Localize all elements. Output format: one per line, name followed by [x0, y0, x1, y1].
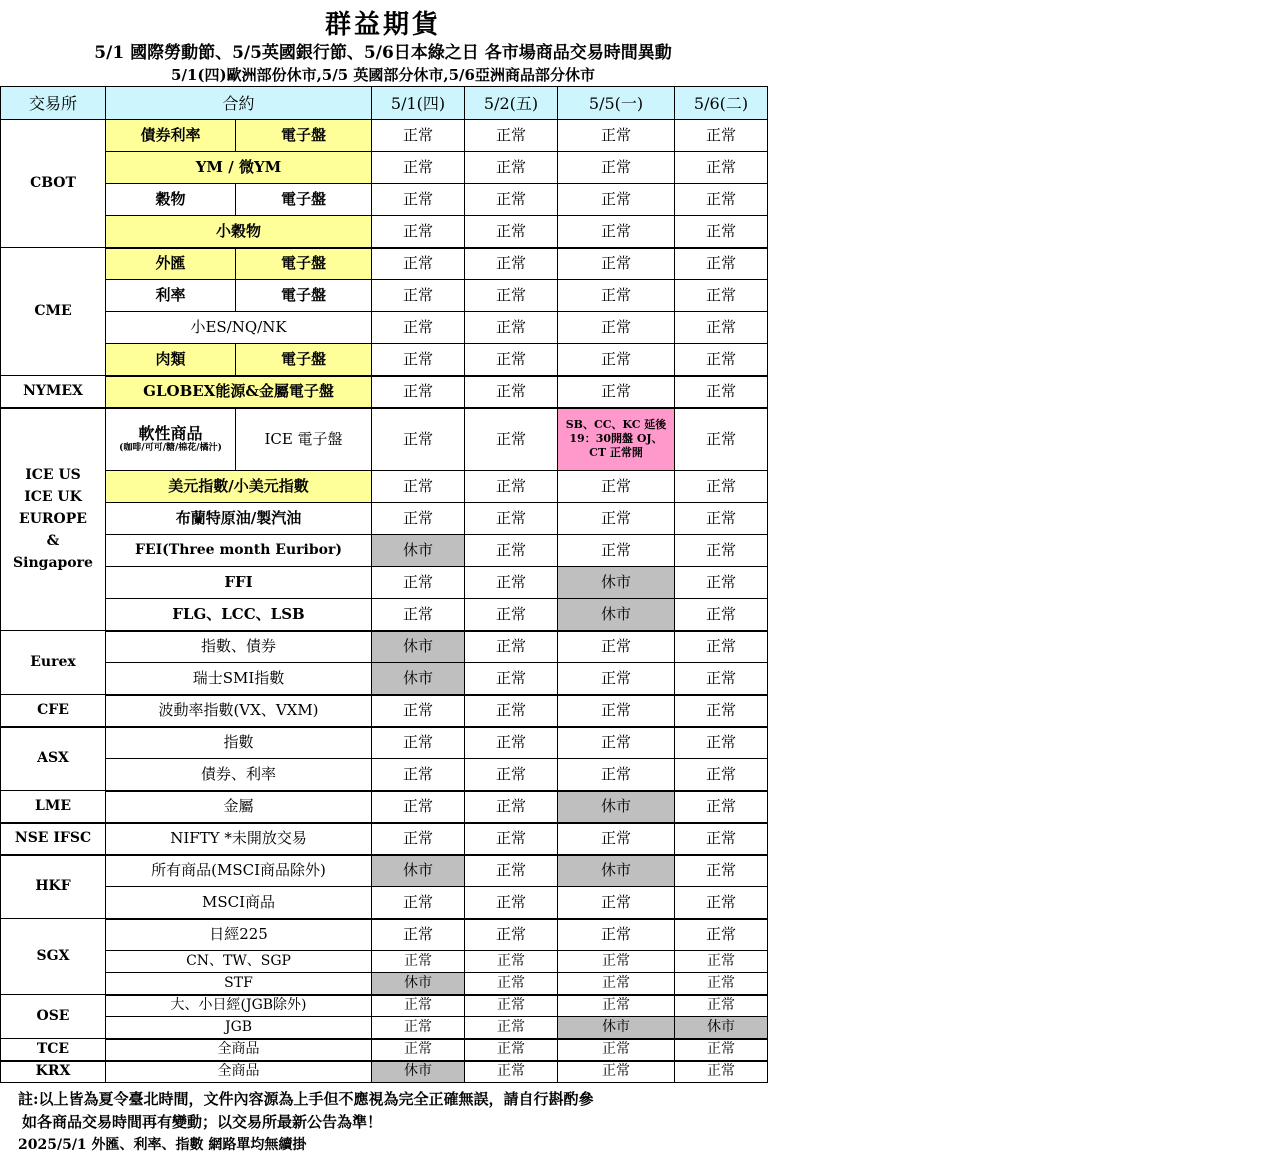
status-cell: 正常	[465, 695, 558, 727]
status-cell: 正常	[675, 376, 768, 408]
status-cell: 正常	[675, 951, 768, 973]
status-cell: 正常	[465, 567, 558, 599]
status-cell: 正常	[372, 951, 465, 973]
status-cell: 正常	[675, 312, 768, 344]
status-cell: 正常	[372, 567, 465, 599]
status-cell: 正常	[465, 663, 558, 695]
contract-name: YM / 微YM	[106, 152, 372, 184]
contract-name: MSCI商品	[106, 887, 372, 919]
status-cell: 正常	[372, 919, 465, 951]
status-cell-closed: 休市	[372, 535, 465, 567]
status-cell: 正常	[372, 312, 465, 344]
status-cell: 正常	[465, 973, 558, 995]
trading-schedule-table	[0, 86, 768, 1083]
status-cell: 正常	[558, 376, 675, 408]
status-cell: 正常	[372, 376, 465, 408]
exchange-krx: KRX	[1, 1061, 106, 1083]
contract-name: CN、TW、SGP	[106, 951, 372, 973]
contract-type: 電子盤	[236, 248, 372, 280]
footnote-line: 如各商品交易時間再有變動；以交易所最新公告為準！	[22, 1113, 383, 1131]
status-cell: 正常	[675, 919, 768, 951]
table-row	[1, 791, 768, 823]
status-cell: 正常	[558, 216, 675, 248]
status-cell: 正常	[558, 727, 675, 759]
contract-name: 布蘭特原油/製汽油	[106, 503, 372, 535]
status-cell-closed: 休市	[558, 1017, 675, 1039]
page-title: 群益期貨	[324, 10, 441, 40]
status-cell: 正常	[675, 408, 768, 471]
status-cell: 正常	[372, 791, 465, 823]
status-cell: 正常	[372, 995, 465, 1017]
status-cell: 正常	[675, 471, 768, 503]
header-exchange: 交易所	[1, 87, 106, 120]
status-cell: 正常	[465, 535, 558, 567]
contract-name: 波動率指數(VX、VXM)	[106, 695, 372, 727]
status-cell: 正常	[558, 887, 675, 919]
contract-name: 全商品	[106, 1039, 372, 1061]
exchange-cme: CME	[1, 248, 106, 376]
status-cell: 正常	[372, 887, 465, 919]
status-cell: 正常	[465, 248, 558, 280]
contract-name: FEI(Three month Euribor)	[106, 535, 372, 567]
status-cell: 正常	[675, 567, 768, 599]
table-row	[1, 216, 768, 248]
page-subtitle: 5/1 國際勞動節、5/5英國銀行節、5/6日本綠之日 各市場商品交易時間異動	[94, 43, 672, 63]
table-row	[1, 727, 768, 759]
status-cell: 正常	[558, 248, 675, 280]
status-cell: 正常	[465, 1061, 558, 1083]
status-cell-closed: 休市	[558, 855, 675, 887]
table-row	[1, 408, 768, 471]
status-cell: 正常	[372, 344, 465, 376]
exchange-ice-line: ICE UK	[24, 489, 82, 506]
exchange-ice	[1, 408, 106, 631]
contract-name: 日經225	[106, 919, 372, 951]
contract-name: 利率	[106, 280, 236, 312]
status-cell: 正常	[372, 727, 465, 759]
status-cell-closed: 休市	[372, 855, 465, 887]
status-cell: 正常	[675, 855, 768, 887]
status-cell: 正常	[372, 248, 465, 280]
status-cell: 正常	[465, 344, 558, 376]
status-cell: 正常	[465, 727, 558, 759]
status-cell-closed: 休市	[558, 791, 675, 823]
footnotes	[18, 1088, 594, 1157]
status-cell: 正常	[558, 919, 675, 951]
status-cell: 正常	[675, 152, 768, 184]
status-cell: 正常	[558, 152, 675, 184]
status-cell: 正常	[675, 120, 768, 152]
table-row	[1, 312, 768, 344]
contract-name: 金屬	[106, 791, 372, 823]
table-row	[1, 631, 768, 663]
status-cell: 正常	[675, 599, 768, 631]
status-cell: 正常	[558, 280, 675, 312]
contract-name: 大、小日經(JGB除外)	[106, 995, 372, 1017]
exchange-sgx: SGX	[1, 919, 106, 995]
status-cell: 正常	[465, 408, 558, 471]
contract-type: 電子盤	[236, 184, 372, 216]
contract-name: JGB	[106, 1017, 372, 1039]
status-cell: 正常	[372, 823, 465, 855]
status-cell: 正常	[558, 695, 675, 727]
status-cell: 正常	[372, 695, 465, 727]
status-cell: 正常	[675, 216, 768, 248]
status-cell: 正常	[558, 184, 675, 216]
table-row	[1, 663, 768, 695]
header-contract: 合約	[106, 87, 372, 120]
contract-name: 小ES/NQ/NK	[106, 312, 372, 344]
exchange-ice-line: EUROPE	[19, 511, 87, 528]
status-cell: 正常	[675, 973, 768, 995]
status-cell: 正常	[558, 823, 675, 855]
status-cell: 正常	[465, 1017, 558, 1039]
contract-name: 瑞士SMI指數	[106, 663, 372, 695]
status-cell: 正常	[465, 919, 558, 951]
table-row	[1, 567, 768, 599]
footnote-line: 註:以上皆為夏令臺北時間，文件內容源為上手但不應視為完全正確無誤，請自行斟酌參	[18, 1090, 594, 1108]
status-cell: 正常	[675, 823, 768, 855]
status-cell: 正常	[675, 759, 768, 791]
exchange-nymex: NYMEX	[1, 376, 106, 408]
status-cell: 正常	[465, 312, 558, 344]
status-cell: 正常	[558, 344, 675, 376]
table-row	[1, 887, 768, 919]
status-cell: 正常	[465, 184, 558, 216]
status-cell: 正常	[675, 995, 768, 1017]
exchange-hkf: HKF	[1, 855, 106, 919]
status-cell-closed: 休市	[372, 631, 465, 663]
table-row	[1, 1061, 768, 1083]
status-cell: 正常	[465, 759, 558, 791]
status-cell: 正常	[558, 120, 675, 152]
exchange-tce: TCE	[1, 1039, 106, 1061]
status-cell: 正常	[558, 973, 675, 995]
status-cell: 正常	[675, 695, 768, 727]
exchange-ose: OSE	[1, 995, 106, 1039]
status-cell: 正常	[372, 280, 465, 312]
status-cell: 正常	[372, 759, 465, 791]
header-date-1: 5/1(四)	[372, 87, 465, 120]
contract-soft-sub: (咖啡/可可/糖/棉花/橘汁)	[119, 443, 222, 454]
status-cell: 正常	[465, 1039, 558, 1061]
table-row	[1, 919, 768, 951]
status-cell: 正常	[558, 759, 675, 791]
contract-type: 電子盤	[236, 280, 372, 312]
status-cell: 正常	[675, 1061, 768, 1083]
exchange-cbot: CBOT	[1, 120, 106, 248]
status-cell: 正常	[675, 503, 768, 535]
status-cell: 正常	[558, 951, 675, 973]
status-cell: 正常	[465, 887, 558, 919]
status-cell: 正常	[675, 631, 768, 663]
status-cell: 正常	[675, 791, 768, 823]
status-cell: 正常	[558, 312, 675, 344]
contract-type: ICE 電子盤	[236, 408, 372, 471]
status-cell: 正常	[465, 855, 558, 887]
table-row	[1, 503, 768, 535]
contract-name: 穀物	[106, 184, 236, 216]
contract-name: STF	[106, 973, 372, 995]
table-row	[1, 471, 768, 503]
table-row	[1, 1039, 768, 1061]
status-cell: 正常	[465, 631, 558, 663]
contract-name: 全商品	[106, 1061, 372, 1083]
table-row	[1, 995, 768, 1017]
contract-name: 肉類	[106, 344, 236, 376]
status-cell: 正常	[558, 1039, 675, 1061]
status-cell: 正常	[465, 376, 558, 408]
status-cell: 正常	[675, 184, 768, 216]
status-cell: 正常	[675, 280, 768, 312]
status-cell: 正常	[465, 995, 558, 1017]
table-row	[1, 759, 768, 791]
status-cell: 正常	[372, 1017, 465, 1039]
status-cell: 正常	[558, 471, 675, 503]
contract-name: 外匯	[106, 248, 236, 280]
status-cell: 正常	[372, 184, 465, 216]
status-cell: 正常	[465, 791, 558, 823]
status-cell-closed: 休市	[675, 1017, 768, 1039]
table-row	[1, 535, 768, 567]
status-cell: 正常	[558, 503, 675, 535]
exchange-eurex: Eurex	[1, 631, 106, 695]
status-cell: 正常	[675, 535, 768, 567]
status-cell: 正常	[465, 951, 558, 973]
status-cell: 正常	[558, 663, 675, 695]
contract-name: 指數	[106, 727, 372, 759]
status-cell: 正常	[372, 599, 465, 631]
exchange-lme: LME	[1, 791, 106, 823]
table-row	[1, 1017, 768, 1039]
header-date-4: 5/6(二)	[675, 87, 768, 120]
contract-type: 電子盤	[236, 344, 372, 376]
exchange-ice-line: &	[46, 533, 60, 550]
status-cell: 正常	[675, 887, 768, 919]
status-cell: 正常	[675, 344, 768, 376]
table-row	[1, 280, 768, 312]
status-cell-closed: 休市	[372, 663, 465, 695]
status-cell-closed: 休市	[558, 599, 675, 631]
status-cell-closed: 休市	[558, 567, 675, 599]
status-cell: 正常	[372, 503, 465, 535]
contract-name: 指數、債券	[106, 631, 372, 663]
status-cell: 正常	[558, 1061, 675, 1083]
exchange-nse: NSE IFSC	[1, 823, 106, 855]
status-cell: 正常	[675, 727, 768, 759]
contract-name: NIFTY *未開放交易	[106, 823, 372, 855]
status-cell: 正常	[465, 503, 558, 535]
contract-name	[106, 408, 236, 471]
status-cell: 正常	[372, 408, 465, 471]
table-row	[1, 823, 768, 855]
exchange-ice-line: ICE US	[25, 467, 81, 484]
status-cell: 正常	[558, 535, 675, 567]
status-cell: 正常	[372, 216, 465, 248]
table-row	[1, 152, 768, 184]
exchange-asx: ASX	[1, 727, 106, 791]
table-row	[1, 120, 768, 152]
contract-name: GLOBEX能源&金屬電子盤	[106, 376, 372, 408]
status-cell: 正常	[372, 1039, 465, 1061]
status-cell: 正常	[465, 599, 558, 631]
contract-name: 債券利率	[106, 120, 236, 152]
contract-name: 小穀物	[106, 216, 372, 248]
contract-soft-main: 軟性商品	[138, 424, 203, 444]
status-cell: 正常	[372, 471, 465, 503]
status-cell: 正常	[675, 1039, 768, 1061]
contract-name: 債券、利率	[106, 759, 372, 791]
contract-name: 美元指數/小美元指數	[106, 471, 372, 503]
status-cell-special: SB、CC、KC 延後19：30開盤 OJ、CT 正常開	[558, 408, 675, 471]
table-header-row	[1, 87, 768, 120]
status-cell: 正常	[465, 471, 558, 503]
status-cell: 正常	[558, 995, 675, 1017]
status-cell: 正常	[465, 120, 558, 152]
status-cell: 正常	[372, 120, 465, 152]
table-row	[1, 855, 768, 887]
table-row	[1, 248, 768, 280]
header-date-2: 5/2(五)	[465, 87, 558, 120]
table-row	[1, 973, 768, 995]
table-row	[1, 695, 768, 727]
status-cell: 正常	[465, 216, 558, 248]
status-cell: 正常	[675, 248, 768, 280]
exchange-cfe: CFE	[1, 695, 106, 727]
status-cell: 正常	[465, 823, 558, 855]
status-cell-closed: 休市	[372, 1061, 465, 1083]
contract-type: 電子盤	[236, 120, 372, 152]
contract-name: FFI	[106, 567, 372, 599]
footnote-date-line: 2025/5/1 外匯、利率、指數 網路單均無續掛	[18, 1137, 307, 1153]
table-row	[1, 184, 768, 216]
contract-name: FLG、LCC、LSB	[106, 599, 372, 631]
status-cell-closed: 休市	[372, 973, 465, 995]
page-subtitle-2: 5/1(四)歐洲部份休市,5/5 英國部分休市,5/6亞洲商品部分休市	[171, 66, 595, 84]
header-date-3: 5/5(一)	[558, 87, 675, 120]
status-cell: 正常	[558, 631, 675, 663]
table-row	[1, 344, 768, 376]
exchange-ice-line: Singapore	[13, 555, 93, 572]
table-row	[1, 376, 768, 408]
status-cell: 正常	[465, 280, 558, 312]
contract-name: 所有商品(MSCI商品除外)	[106, 855, 372, 887]
table-row	[1, 951, 768, 973]
table-row	[1, 599, 768, 631]
status-cell: 正常	[675, 663, 768, 695]
status-cell: 正常	[465, 152, 558, 184]
status-cell: 正常	[372, 152, 465, 184]
